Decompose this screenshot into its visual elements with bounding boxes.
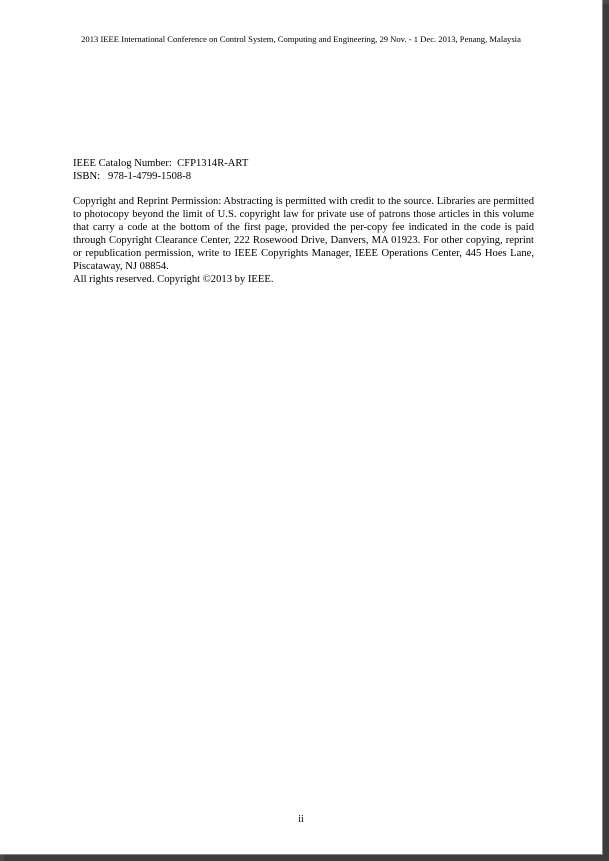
catalog-block <box>73 157 248 183</box>
permission-paragraph: Copyright and Reprint Permission: Abstracting is permitted with credit to the source. Libraries are permitted to photocopy beyond the limit of U.S. copyright law for private use of patrons those articles in this volume that carry a code at the bottom of the first page, provided the per-copy fee indicated in the code is paid through Copyright Clearance Center, 222 Rosewood Drive, Danvers, MA 01923. For other copying, reprint or republication permission, write to IEEE Copyrights Manager, IEEE Operations Center, 445 Hoes Lane, Piscataway, NJ 08854. <box>73 196 534 272</box>
page-number: ii <box>298 814 304 825</box>
catalog-number-value: CFP1314R-ART <box>177 158 249 169</box>
page-shadow-right <box>602 4 609 861</box>
rights-statement: All rights reserved. Copyright ©2013 by IEEE. <box>73 274 274 285</box>
catalog-number-label: IEEE Catalog Number: <box>73 158 172 169</box>
catalog-number-row <box>73 157 248 170</box>
page-shadow-bottom <box>4 854 609 861</box>
running-header: 2013 IEEE International Conference on Control System, Computing and Engineering, 29 Nov. - 1 Dec. 2013, Penang, Malaysia <box>81 34 521 44</box>
isbn-value: 978-1-4799-1508-8 <box>108 171 192 182</box>
isbn-row <box>73 170 248 183</box>
isbn-label: ISBN: <box>73 171 101 182</box>
